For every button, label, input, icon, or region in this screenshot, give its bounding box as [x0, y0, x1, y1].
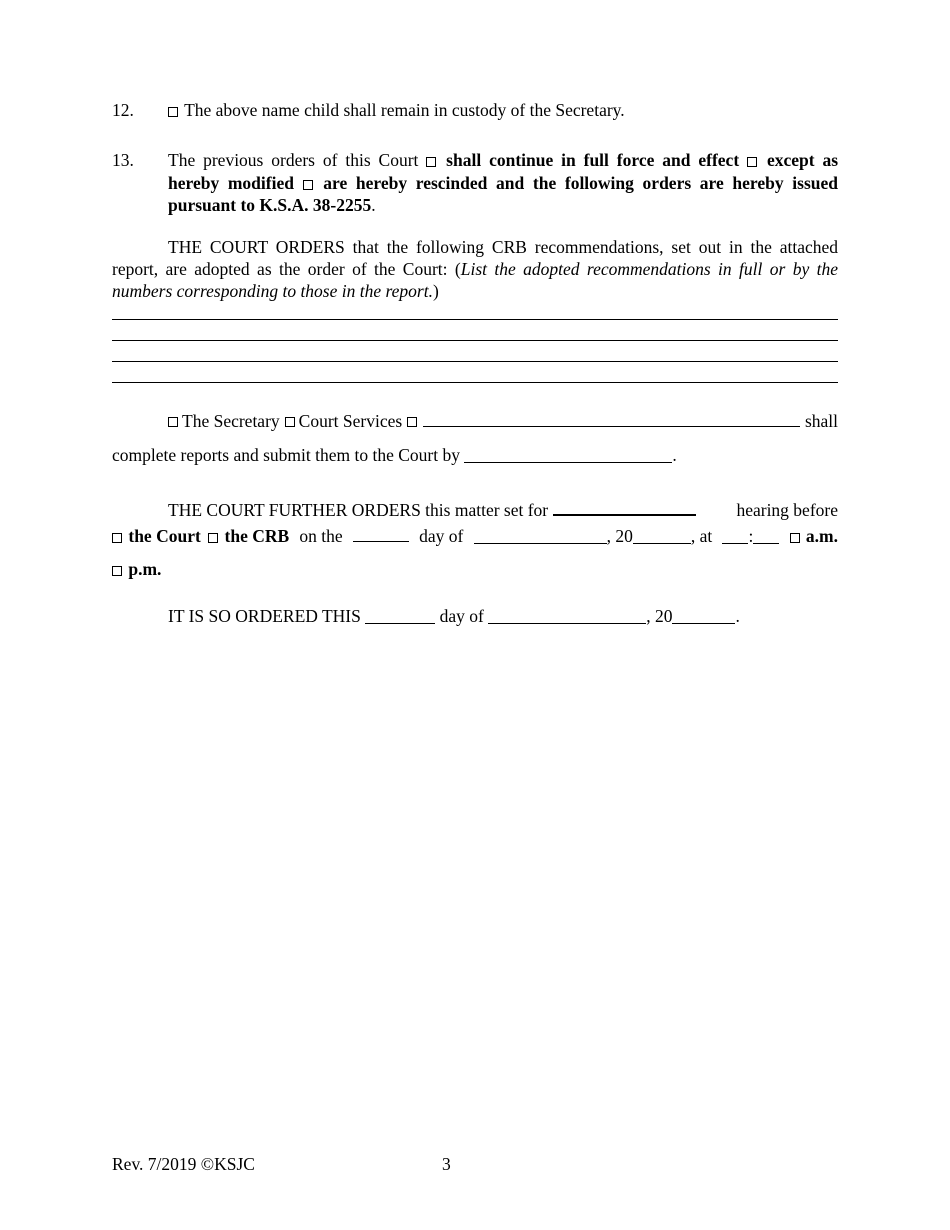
hearing-month-blank[interactable]: [474, 528, 607, 544]
so-ordered-line: [168, 606, 740, 627]
at-text: , at: [690, 526, 713, 546]
rescinded-option-label: are hereby rescinded and the following orders are hereby issued: [323, 173, 838, 193]
continue-option-label: shall continue in full force and effect: [446, 150, 740, 170]
am-label: a.m.: [805, 526, 838, 546]
crb-instruction-a: List the adopted recommendations in full or by the: [460, 259, 838, 279]
hearing-day-blank[interactable]: [353, 526, 409, 542]
reports-text: complete reports and submit them to the Court by: [112, 445, 460, 465]
item-12-text: The above name child shall remain in custody of the Secretary.: [184, 100, 625, 120]
secretary-label: The Secretary: [182, 411, 280, 431]
checkbox-custody[interactable]: [168, 107, 178, 117]
crb-line-1: THE COURT ORDERS that the following CRB recommendations, set out in the attached: [168, 237, 838, 257]
statute-reference: pursuant to K.S.A. 38-2255: [168, 195, 372, 215]
checkbox-other-agency[interactable]: [407, 417, 417, 427]
paren-close: ): [432, 281, 439, 301]
on-the-text: on the: [299, 526, 343, 546]
am-choice: [790, 526, 838, 547]
further-line-2: [112, 526, 838, 547]
page-number: 3: [442, 1154, 451, 1174]
checkbox-court-services[interactable]: [285, 417, 295, 427]
other-agency-blank[interactable]: [423, 411, 800, 427]
court-services-label: Court Services: [298, 411, 403, 431]
hearing-before-text: hearing before: [736, 500, 838, 520]
ordered-year-blank[interactable]: [672, 608, 735, 624]
checkbox-continue[interactable]: [426, 157, 436, 167]
item-13-line-1: [168, 150, 838, 171]
item-13-line-3: [168, 195, 376, 216]
period: .: [371, 195, 376, 215]
day-of-text: day of: [419, 526, 464, 546]
the-crb-label: the CRB: [224, 526, 290, 546]
ordered-month-blank[interactable]: [488, 608, 646, 624]
item-12-line: [168, 100, 625, 121]
crb-text: report, are adopted as the order of the Court: (: [112, 259, 461, 279]
hearing-minute-blank[interactable]: [753, 528, 779, 544]
checkbox-secretary[interactable]: [168, 417, 178, 427]
pm-label: p.m.: [128, 559, 162, 579]
hearing-date-group: [474, 526, 713, 547]
ordered-day-blank[interactable]: [365, 608, 435, 624]
reports-line-1: [168, 411, 838, 432]
recommendation-line-4[interactable]: [112, 382, 838, 383]
modified-option-label-a: except as: [766, 150, 838, 170]
so-ordered-text: IT IS SO ORDERED THIS: [168, 606, 361, 626]
recommendation-line-1[interactable]: [112, 319, 838, 320]
item-13-number: 13.: [112, 150, 134, 170]
time-colon: :: [748, 526, 754, 546]
hearing-year-blank[interactable]: [633, 528, 691, 544]
reports-line-2: [112, 445, 677, 466]
crb-line-3: [112, 281, 439, 302]
recommendation-line-3[interactable]: [112, 361, 838, 362]
hearing-time-group: [722, 526, 779, 547]
further-orders-text: THE COURT FURTHER ORDERS this matter set for: [168, 500, 549, 520]
shall-text: shall: [804, 411, 838, 431]
recommendation-line-2[interactable]: [112, 340, 838, 341]
crb-instruction-b: numbers corresponding to those in the report.: [112, 281, 433, 301]
item-12-number: 12.: [112, 100, 134, 120]
ordered-day-of-text: day of: [439, 606, 484, 626]
checkbox-the-court[interactable]: [112, 533, 122, 543]
ordered-year-prefix: , 20: [646, 606, 673, 626]
period: .: [735, 606, 740, 626]
hearing-type-blank[interactable]: [553, 499, 696, 516]
the-court-label: the Court: [128, 526, 201, 546]
footer-revision: Rev. 7/2019 ©KSJC: [112, 1154, 255, 1174]
further-line-1: [168, 499, 838, 521]
period: .: [672, 445, 677, 465]
crb-line-2: [112, 259, 838, 280]
year-prefix: , 20: [606, 526, 633, 546]
modified-option-label-b: hereby modified: [168, 173, 294, 193]
checkbox-rescinded[interactable]: [303, 180, 313, 190]
checkbox-pm[interactable]: [112, 566, 122, 576]
report-due-date-blank[interactable]: [464, 447, 672, 463]
checkbox-am[interactable]: [790, 533, 800, 543]
item-13-text: The previous orders of this Court: [168, 150, 419, 170]
court-choice: [112, 526, 289, 547]
checkbox-the-crb[interactable]: [208, 533, 218, 543]
hearing-hour-blank[interactable]: [722, 528, 748, 544]
further-line-3: [112, 559, 161, 580]
item-13-line-2: [168, 173, 838, 194]
checkbox-modified[interactable]: [747, 157, 757, 167]
